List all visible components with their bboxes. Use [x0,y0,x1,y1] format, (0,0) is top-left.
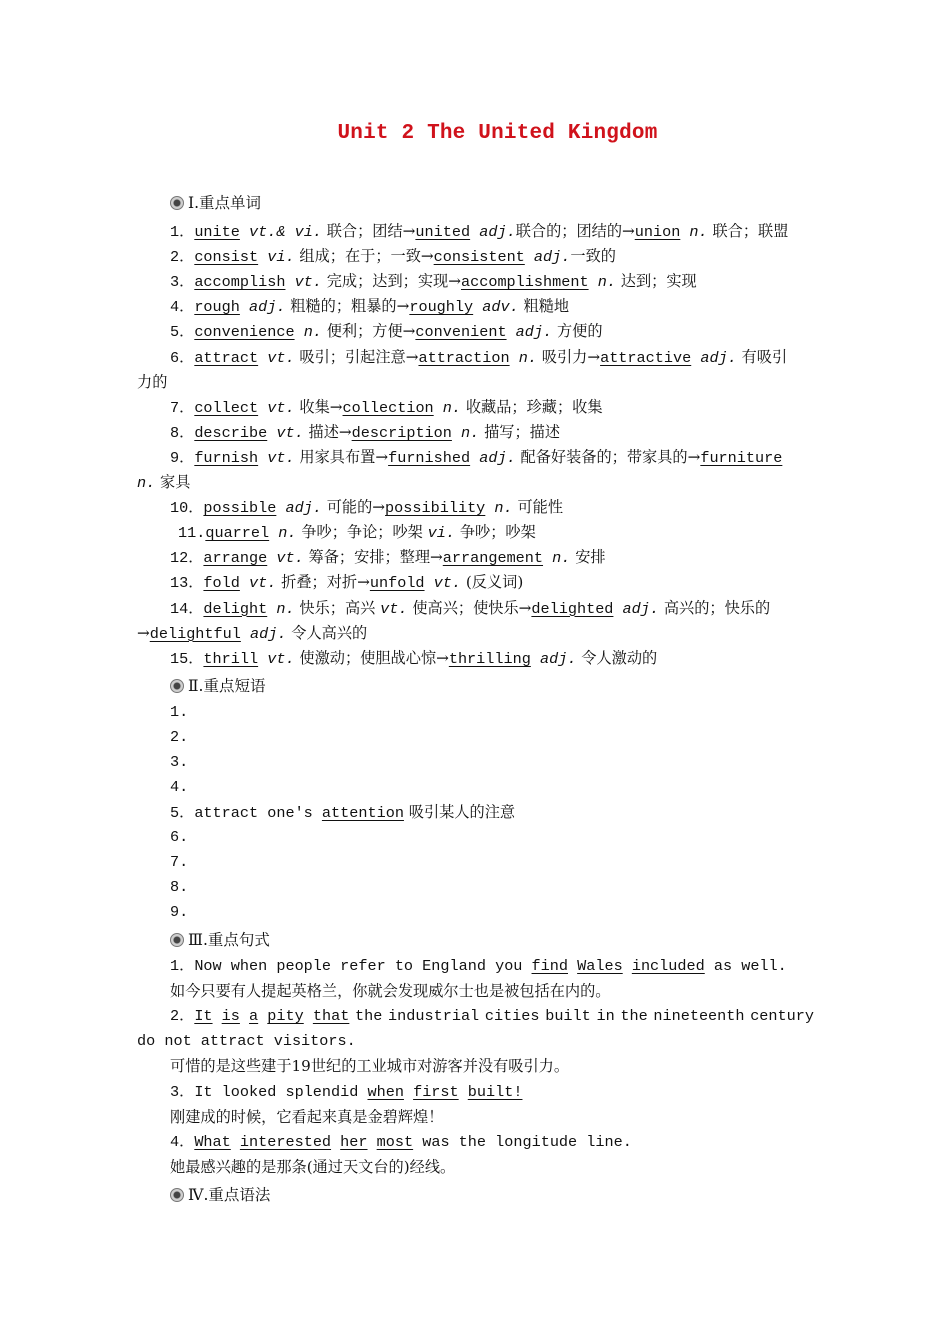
section-bullet-icon [170,196,184,210]
part-of-speech: n. [137,474,156,492]
word-entry-continued [137,372,167,392]
meaning: 安排 [570,548,606,567]
meaning: 吸引；引起注意→ [294,347,419,366]
meaning: 吸引力→ [536,347,601,366]
part-of-speech: vt. [258,448,295,467]
entry-number: 1． [170,223,195,241]
part-of-speech: vt.& vi. [239,223,322,241]
page-title: Unit 2 The United Kingdom [337,122,658,145]
part-of-speech: vt. [285,273,322,292]
meaning: 令人激动的 [576,648,658,667]
derived-word: furnished [388,448,471,467]
part-of-speech: vt. [258,649,295,668]
part-of-speech: n. [588,273,616,292]
entry-number: 10． [170,499,204,518]
phrase-item: 8. [170,878,189,896]
word-entry [170,598,770,619]
part-of-speech: vt. [258,348,295,367]
part-of-speech: adj. [613,599,659,618]
meaning: 用家具布置→ [294,447,389,466]
meaning: 令人高兴的 [286,623,368,642]
derived-word: attractive [600,348,692,367]
word-entry [170,572,523,593]
headword: fold [203,574,240,593]
meaning: 组成；在于；一致→ [294,247,434,266]
word-entry [170,547,606,568]
meaning: 可能的→ [321,498,386,517]
part-of-speech: n. [451,423,480,442]
derived-word: furniture [700,448,783,467]
headword: delight [203,599,268,618]
meaning: (反义词) [461,573,524,592]
derived-word: consistent [433,248,525,267]
entry-number: 8． [170,423,195,442]
meaning: 收藏品；珍藏；收集 [461,397,603,416]
part-of-speech: vt. [424,574,462,593]
headword: arrange [203,549,268,568]
part-of-speech: adj. [524,248,571,267]
headword: unite [194,223,240,241]
meaning: 有吸引 [736,347,788,366]
meaning: 使高兴；使快乐→ [407,598,532,617]
word-entry [170,271,697,292]
meaning: 便利；方便→ [321,322,416,341]
word-entry [178,522,536,543]
derived-word: thrilling [448,649,531,668]
arrow: → [137,623,150,642]
part-of-speech: n. [269,524,297,543]
derived-word: union [634,223,681,241]
part-of-speech: n. [433,398,462,417]
entry-number: 5． [170,323,195,342]
part-of-speech: adv. [473,298,519,317]
entry-number: 3． [170,273,195,292]
derived-word: delighted [531,599,614,618]
headword: rough [194,298,240,317]
meaning: 一致的 [570,247,616,266]
headword: quarrel [205,524,270,543]
meaning: 筹备；安排；整理→ [303,548,443,567]
headword: possible [203,499,277,518]
part-of-speech: vt. [380,599,408,618]
meaning: 联合；联盟 [707,222,789,240]
part-of-speech: adj. [276,499,322,518]
derived-word: delightful [149,624,241,643]
sentence-1-translation: 如今只要有人提起英格兰，你就会发现威尔士也是被包括在内的。 [170,982,611,1000]
part-of-speech: n. [543,549,571,568]
part-of-speech: vt. [267,549,304,568]
meaning: 联合；团结→ [321,222,416,240]
meaning: 方便的 [552,322,603,341]
section-heading-sentences: Ⅲ.重点句式 [170,930,270,950]
meaning: 力的 [137,372,168,391]
meaning: 家具 [155,473,191,491]
headword: describe [194,423,268,442]
part-of-speech: adj. [691,348,737,367]
meaning: 争吵；吵架 [455,523,536,542]
meaning: 粗糙的；粗暴的→ [285,297,410,316]
meaning: 配备好装备的；带家具的→ [515,447,701,466]
entry-number: 14． [170,599,204,618]
section-heading-words: Ⅰ.重点单词 [170,193,261,213]
word-entry [170,347,787,368]
entry-number: 15． [170,649,204,668]
sentence-4: 4．What interested her most was the longitude line. [170,1133,632,1151]
meaning: 粗糙地 [518,297,570,316]
entry-number: 12． [170,549,204,568]
derived-word: unfold [369,574,425,593]
meaning: 描写；描述 [479,422,561,441]
meaning: 高兴的；快乐的 [659,598,771,617]
meaning: 使激动；使胆战心惊→ [294,648,449,667]
word-entry [170,447,782,468]
sentence-3: 3．It looked splendid when first built! [170,1083,523,1101]
sentence-4-translation: 她最感兴趣的是那条(通过天文台的)经线。 [170,1158,456,1176]
word-entry [170,497,563,518]
meaning: 争吵；争论；吵架 [296,523,428,542]
section-heading-phrases: Ⅱ.重点短语 [170,676,265,696]
meaning: 达到；实现 [615,272,697,291]
part-of-speech: vt. [239,574,277,593]
meaning: 描述→ [303,422,352,441]
phrase-item: 6. [170,828,189,846]
headword: collect [194,398,259,417]
headword: thrill [203,649,259,668]
word-entry [170,397,603,418]
meaning: 可能性 [512,498,564,517]
entry-number: 6． [170,348,195,367]
part-of-speech: adj. [239,298,286,317]
entry-number: 11. [178,524,206,543]
headword: furnish [194,448,259,467]
sentence-2-continued: do not attract visitors. [137,1032,356,1050]
meaning: 快乐；高兴 [294,598,381,617]
entry-number: 9． [170,448,195,467]
part-of-speech: n. [509,348,537,367]
word-entry-continued [137,472,190,493]
headword: convenience [194,323,295,342]
derived-word: roughly [409,298,474,317]
phrase-item: 2. [170,728,189,746]
part-of-speech: adj. [506,323,553,342]
word-entry [170,246,616,267]
meaning: 折叠；对折→ [276,573,370,592]
part-of-speech: adj. [470,448,516,467]
entry-number: 7． [170,398,195,417]
word-entry [170,221,788,242]
part-of-speech: n. [680,223,708,241]
headword: attract [194,348,259,367]
section-bullet-icon [170,933,184,947]
sentence-1: 1．Now when people refer to England you find Wales included as well. [170,957,787,975]
part-of-speech: adj. [240,624,287,643]
sentence-3-translation: 刚建成的时候，它看起来真是金碧辉煌！ [170,1108,444,1126]
derived-word: description [351,423,452,442]
part-of-speech: adj. [530,649,577,668]
word-entry [170,422,560,443]
meaning: 完成；达到；实现→ [321,272,461,291]
entry-number: 13． [170,574,204,593]
sentence-2: 2．It is a pity that the industrial cities built in the nineteenth century [170,1007,814,1025]
section-bullet-icon [170,1188,184,1202]
meaning: 收集→ [294,397,343,416]
word-entry [170,648,657,669]
derived-word: possibility [385,499,486,518]
derived-word: accomplishment [460,273,589,292]
part-of-speech: n. [485,499,513,518]
part-of-speech: adj. [470,223,516,241]
derived-word: attraction [418,348,510,367]
derived-word: arrangement [442,549,544,568]
section-heading-grammar: Ⅳ.重点语法 [170,1185,270,1205]
headword: consist [194,248,259,267]
derived-word: convenient [415,323,507,342]
sentence-2-translation: 可惜的是这些建于19世纪的工业城市对游客并没有吸引力。 [170,1057,570,1075]
phrase-item: 1. [170,703,189,721]
part-of-speech: n. [267,599,295,618]
part-of-speech: vi. [258,248,295,267]
phrase-item: 4. [170,778,189,796]
part-of-speech: vt. [267,423,304,442]
phrase-item: 3. [170,753,189,771]
word-entry [170,296,569,317]
part-of-speech: n. [294,323,322,342]
part-of-speech: vi. [427,524,455,543]
word-entry [170,321,603,342]
word-entry-continued [137,623,367,644]
phrase-item: 5．attract one's attention 吸引某人的注意 [170,803,516,822]
part-of-speech: vt. [258,398,295,417]
derived-word: united [415,223,471,241]
derived-word: collection [342,398,434,417]
headword: accomplish [194,273,286,292]
phrase-item: 9. [170,903,189,921]
meaning: 联合的；团结的→ [515,222,635,240]
phrase-item: 7. [170,853,189,871]
entry-number: 2． [170,248,195,267]
section-bullet-icon [170,679,184,693]
entry-number: 4． [170,298,195,317]
